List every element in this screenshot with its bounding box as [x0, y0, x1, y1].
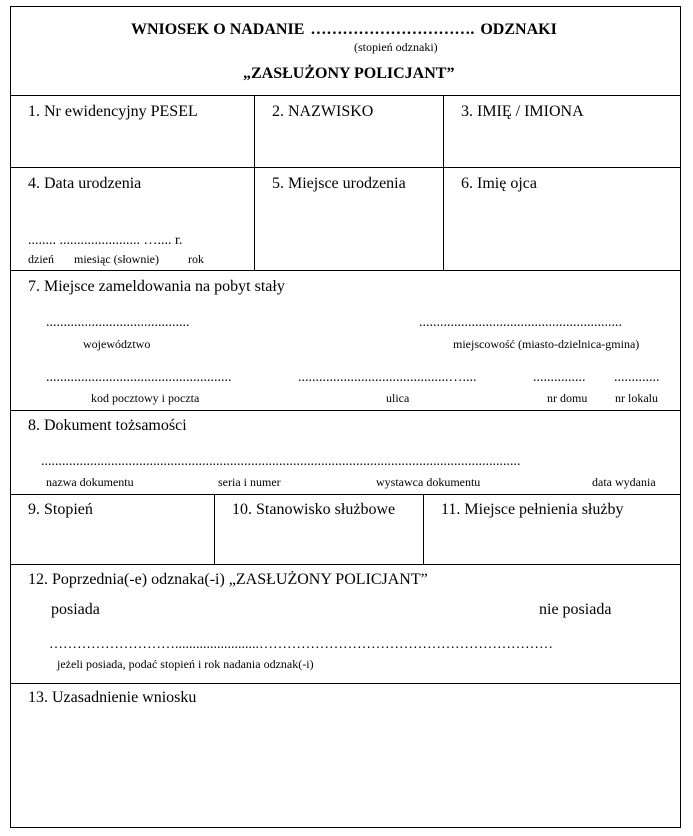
locality-field[interactable]: ..........................................................: [419, 315, 622, 330]
birth-place-label: 5. Miejsce urodzenia: [272, 175, 406, 192]
divider: [11, 410, 680, 411]
position-label: 10. Stanowisko służbowe: [232, 501, 396, 518]
flat-number-hint: nr lokalu: [615, 391, 658, 405]
column-divider: [443, 95, 444, 270]
birth-date-label: 4. Data urodzenia: [28, 175, 142, 192]
birth-date-field[interactable]: ........ ....................... ….... r.: [28, 233, 183, 248]
pesel-label: 1. Nr ewidencyjny PESEL: [28, 103, 198, 120]
previous-badges-hint: jeżeli posiada, podać stopień i rok nadania odznak(-i): [57, 657, 314, 671]
title-left: WNIOSEK O NADANIE: [131, 21, 305, 38]
id-name-hint: nazwa dokumentu: [46, 475, 134, 489]
form-title: [131, 21, 557, 39]
id-series-hint: seria i numer: [218, 475, 281, 489]
street-field[interactable]: ...........................................…....: [298, 370, 477, 385]
father-name-label: 6. Imię ojca: [461, 175, 537, 192]
column-divider: [214, 494, 215, 564]
postal-hint: kod pocztowy i poczta: [91, 391, 200, 405]
previous-badges-field[interactable]: ………………………........................………………………………………………………: [49, 637, 553, 652]
justification-label: 13. Uzasadnienie wniosku: [28, 689, 197, 706]
divider: [11, 494, 680, 495]
divider: [11, 270, 680, 271]
street-hint: ulica: [386, 391, 410, 405]
justification-field[interactable]: [11, 707, 680, 827]
residence-label: 7. Miejsce zameldowania na pobyt stały: [28, 278, 285, 295]
divider: [11, 683, 680, 684]
service-place-label: 11. Miejsce pełnienia służby: [441, 501, 624, 518]
voivodeship-field[interactable]: .........................................: [46, 315, 190, 330]
rank-label: 9. Stopień: [28, 501, 93, 518]
first-names-label: 3. IMIĘ / IMIONA: [461, 103, 584, 120]
title-dots: ………………………….: [310, 21, 475, 38]
flat-number-field[interactable]: .............: [614, 370, 660, 385]
divider: [11, 564, 680, 565]
id-document-field[interactable]: .........................................................................................................................................: [41, 454, 521, 469]
house-number-hint: nr domu: [547, 391, 588, 405]
id-issuer-hint: wystawca dokumentu: [376, 475, 481, 489]
house-number-field[interactable]: ...............: [533, 370, 586, 385]
has-option[interactable]: posiada: [51, 601, 100, 618]
divider: [11, 167, 680, 168]
previous-badges-label: 12. Poprzednia(-e) odznaka(-i) „ZASŁUŻONY POLICJANT”: [28, 571, 428, 588]
application-form: [10, 6, 681, 828]
birth-day-hint: dzień: [28, 252, 54, 266]
surname-label: 2. NAZWISKO: [272, 103, 374, 120]
id-date-hint: data wydania: [592, 475, 656, 489]
voivodeship-hint: województwo: [83, 337, 151, 351]
divider: [11, 95, 680, 96]
birth-month-hint: miesiąc (słownie): [74, 252, 159, 266]
has-not-option[interactable]: nie posiada: [539, 601, 612, 618]
column-divider: [254, 95, 255, 270]
birth-year-hint: rok: [188, 252, 204, 266]
badge-name: „ZASŁUŻONY POLICJANT”: [243, 65, 455, 82]
postal-field[interactable]: .....................................................: [46, 370, 232, 385]
column-divider: [423, 494, 424, 564]
title-hint: (stopień odznaki): [354, 40, 438, 54]
id-document-label: 8. Dokument tożsamości: [28, 417, 187, 434]
locality-hint: miejscowość (miasto-dzielnica-gmina): [453, 337, 640, 351]
title-right: ODZNAKI: [480, 21, 557, 38]
